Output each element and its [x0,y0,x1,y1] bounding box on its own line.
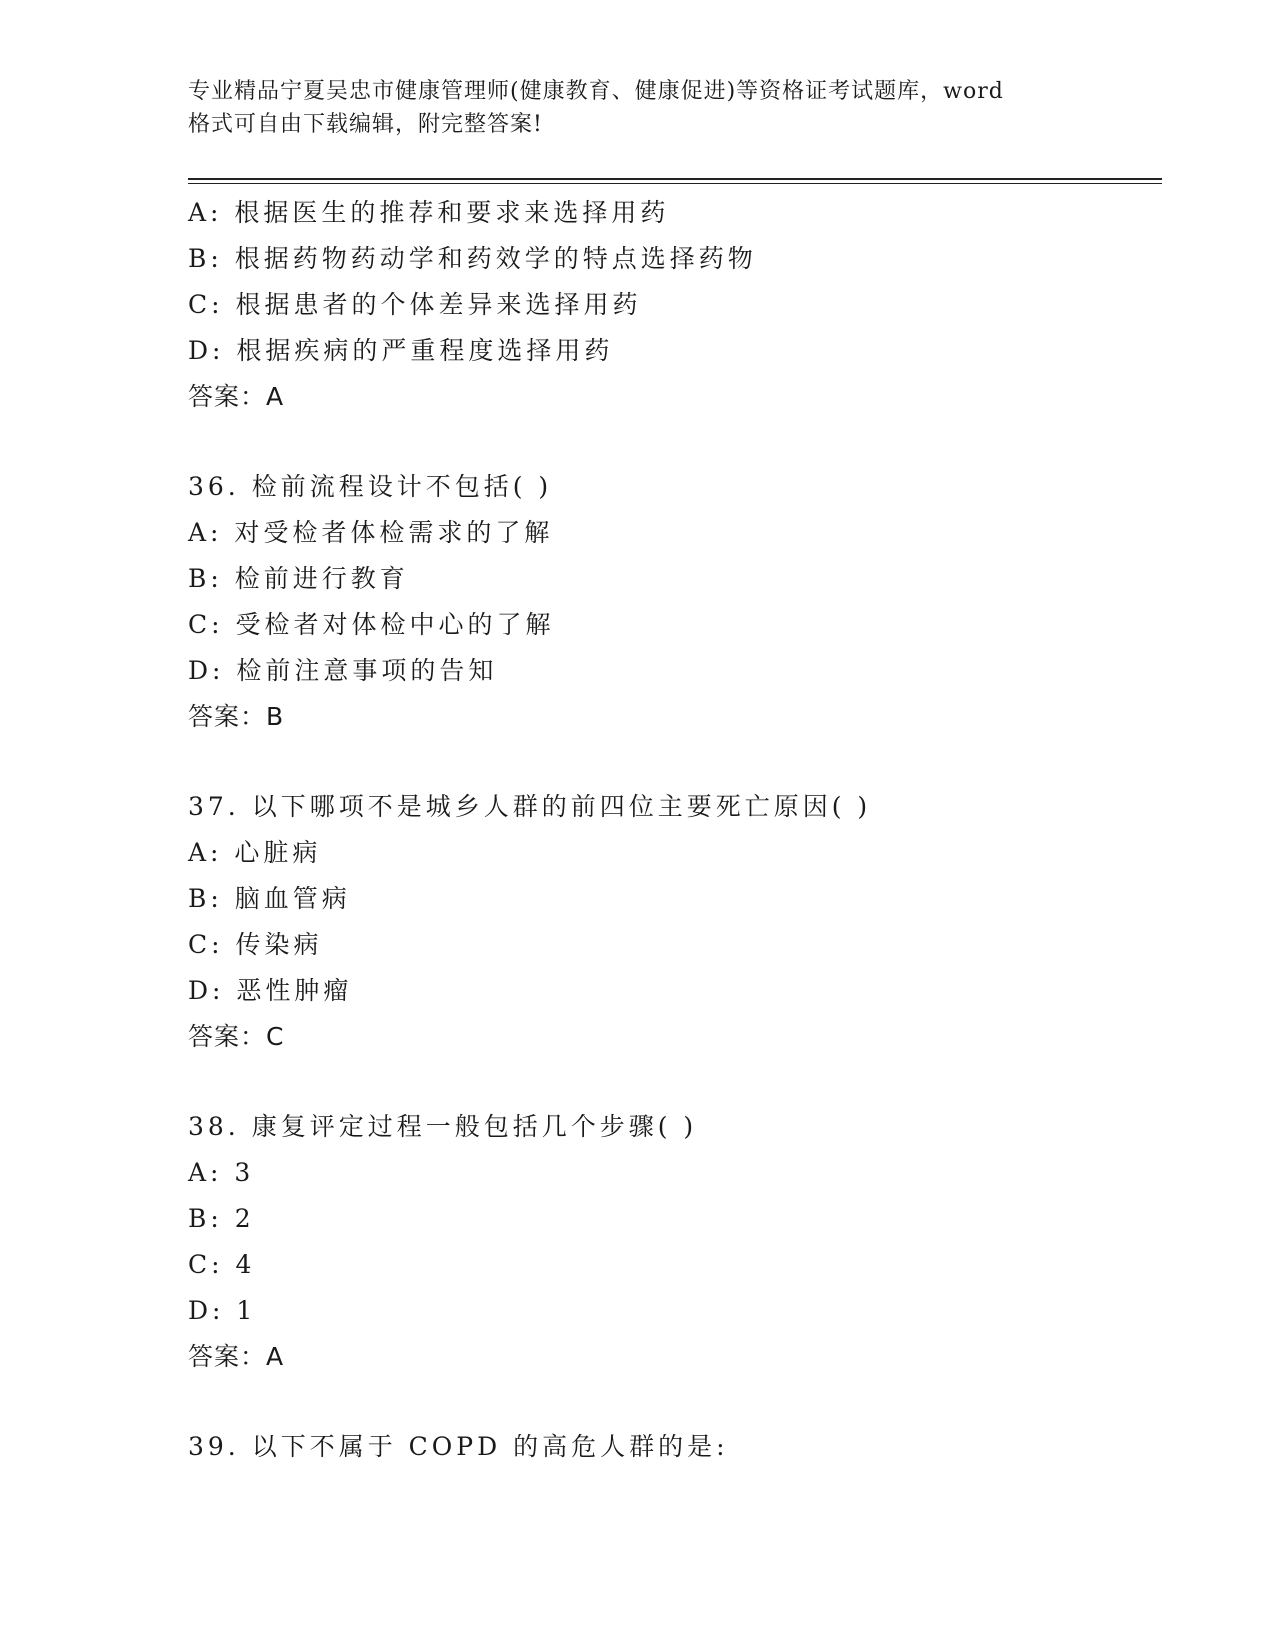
question-title: 37. 以下哪项不是城乡人群的前四位主要死亡原因( ) [188,792,872,821]
header-divider-thin [188,183,1162,184]
option-d: D: 恶性肿瘤 [188,976,353,1005]
option-a: A: 根据医生的推荐和要求来选择用药 [188,198,670,227]
option-b: B: 2 [188,1204,255,1233]
option-d: D: 检前注意事项的告知 [188,656,498,685]
answer-line: 答案：B [188,702,285,731]
question-block-38 [188,1104,1162,1380]
question-list [188,190,1162,1470]
option-b: B: 脑血管病 [188,884,351,913]
question-title: 39. 以下不属于 COPD 的高危人群的是: [188,1432,729,1461]
option-c: C: 根据患者的个体差异来选择用药 [188,290,642,319]
question-block-prev [188,190,1162,420]
question-title: 36. 检前流程设计不包括( ) [188,472,553,501]
question-block-37 [188,784,1162,1060]
option-c: C: 4 [188,1250,256,1279]
header-line-1: 专业精品宁夏吴忠市健康管理师(健康教育、健康促进)等资格证考试题库，word [188,79,1004,104]
header-line-2: 格式可自由下载编辑，附完整答案! [188,112,543,137]
option-b: B: 根据药物药动学和药效学的特点选择药物 [188,244,757,273]
option-a: A: 对受检者体检需求的了解 [188,518,554,547]
question-block-39 [188,1424,1162,1470]
option-c: C: 受检者对体检中心的了解 [188,610,555,639]
option-c: C: 传染病 [188,930,323,959]
document-header [188,75,1068,141]
option-d: D: 1 [188,1296,257,1325]
spacer [188,1380,1162,1424]
option-a: A: 心脏病 [188,838,322,867]
question-title: 38. 康复评定过程一般包括几个步骤( ) [188,1112,698,1141]
header-divider-thick [188,178,1162,180]
option-a: A: 3 [188,1158,255,1187]
answer-line: 答案：A [188,1342,285,1371]
spacer [188,1060,1162,1104]
spacer [188,740,1162,784]
answer-line: 答案：C [188,1022,285,1051]
option-d: D: 根据疾病的严重程度选择用药 [188,336,614,365]
option-b: B: 检前进行教育 [188,564,409,593]
spacer [188,420,1162,464]
answer-line: 答案：A [188,382,285,411]
question-block-36 [188,464,1162,740]
